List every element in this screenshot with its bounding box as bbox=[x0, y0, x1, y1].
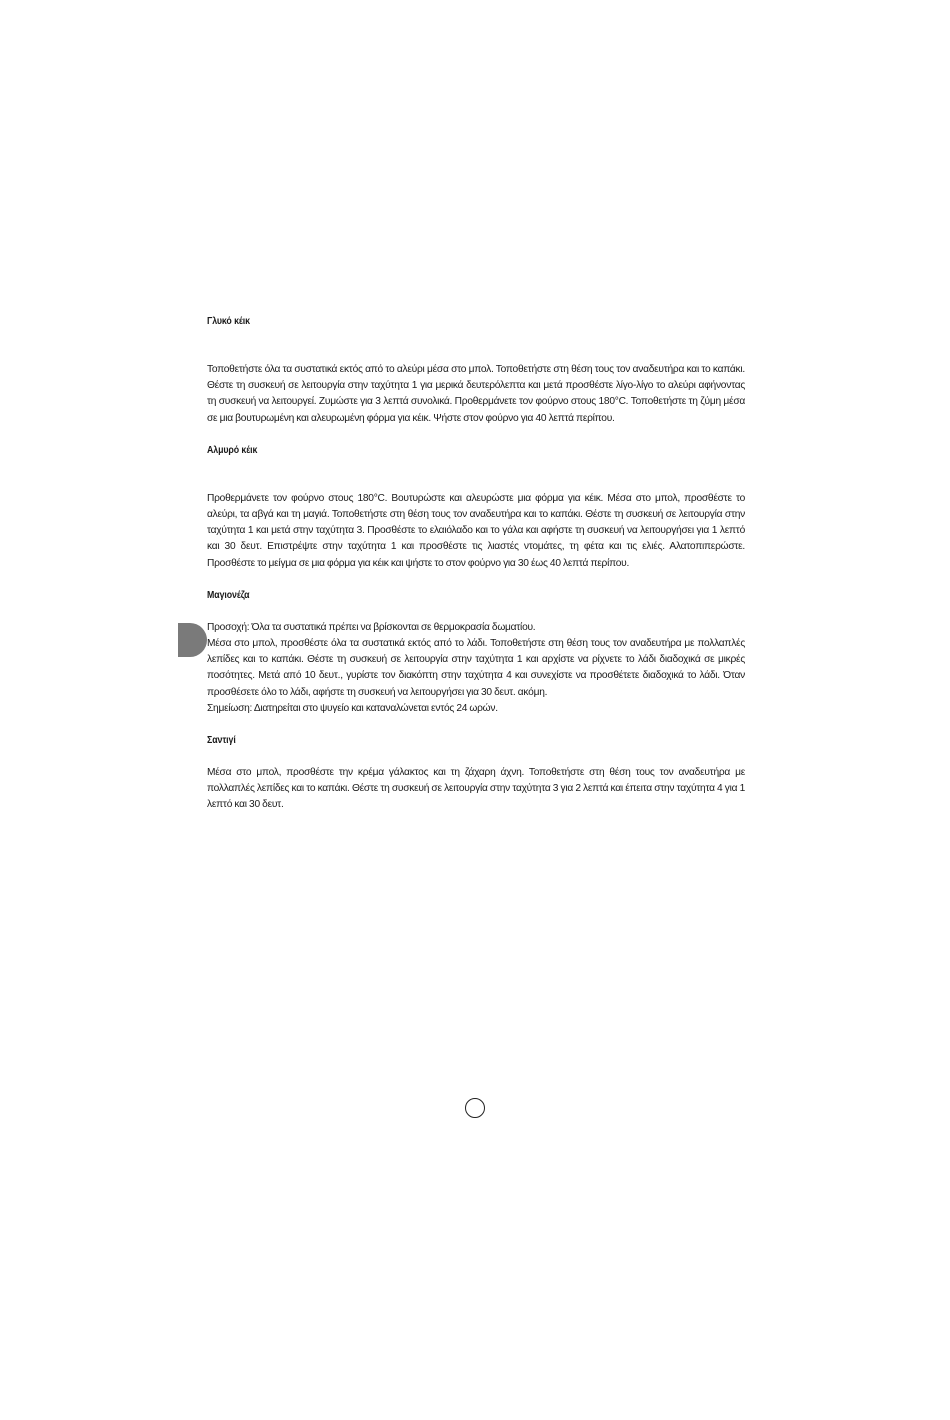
section-title-whipped-cream: Σαντιγί bbox=[207, 735, 236, 747]
section-body-whipped-cream: Μέσα στο μπολ, προσθέστε την κρέμα γάλακτος και τη ζάχαρη άχνη. Τοποθετήστε στη θέση τους τον αναδευτήρα με πολλαπλές λεπίδες και το καπάκι. Θέστε τη συσκευή σε λειτουργία στην ταχύτητα 3 για 2 λεπτά και έπειτα στην ταχύτητα 4 για 1 λεπτό και 30 δευτ. bbox=[207, 767, 745, 811]
section-body-savory-cake: Προθερμάνετε τον φούρνο στους 180°C. Βουτυρώστε και αλευρώστε μια φόρμα για κέικ. Μέσα στο μπολ, προσθέστε το αλεύρι, τα αβγά και τη μαγιά. Τοποθετήστε στη θέση τους τον αναδευτήρα και το καπάκι. Θέστε τη συσκευή σε λειτουργία στην ταχύτητα 1 και μετά στην ταχύτητα 3. Προσθέστε το ελαιόλαδο και το γάλα και αφήστε τη συσκευή να λειτουργήσει για 1 λεπτό και 30 δευτ. Επιστρέψτε στην ταχύτητα 1 και προσθέστε τις λιαστές ντομάτες, τη φέτα και τις ελιές. Αλατοπιπερώστε. Προσθέστε το μείγμα σε μια φόρμα για κέικ και ψήστε το στον φούρνο για 30 έως 40 λεπτά περίπου. bbox=[207, 492, 745, 569]
section-footnote-mayonnaise: Σημείωση: Διατηρείται στο ψυγείο και καταναλώνεται εντός 24 ωρών. bbox=[207, 702, 498, 714]
recipe-content bbox=[207, 314, 745, 814]
section-title-sweet-cake: Γλυκό κέικ bbox=[207, 316, 250, 327]
section-title-savory-cake: Αλμυρό κέικ bbox=[207, 444, 258, 456]
section-body-mayonnaise: Μέσα στο μπολ, προσθέστε όλα τα συστατικά εκτός από το λάδι. Τοποθετήστε στη θέση τους τον αναδευτήρα με πολλαπλές λεπίδες και το καπάκι. Θέστε τη συσκευή σε λειτουργία στην ταχύτητα 1 και αρχίστε να ρίχνετε το λάδι διαδοχικά σε μικρές ποσότητες. Μετά από 10 δευτ., γυρίστε τον διακόπτη στην ταχύτητα 4 και συνεχίστε να προσθέτετε διαδοχικά το λάδι. Όταν προσθέσετε όλο το λάδι, αφήστε τη συσκευή να λειτουργήσει για 30 δευτ. ακόμη. bbox=[207, 638, 745, 698]
section-body-sweet-cake: Τοποθετήστε όλα τα συστατικά εκτός από το αλεύρι μέσα στο μπολ. Τοποθετήστε στη θέση τους τον αναδευτήρα και το καπάκι. Θέστε τη συσκευή σε λειτουργία στην ταχύτητα 1 για μερικά δευτερόλεπτα και μετά προσθέστε λίγο-λίγο το αλεύρι αφήνοντας τη συσκευή να λειτουργεί. Ζυμώστε για 3 λεπτά συνολικά. Προθερμάνετε τον φούρνο στους 180°C. Τοποθετήστε τη ζύμη μέσα σε μια βουτυρωμένη και αλευρωμένη φόρμα για κέικ. Ψήστε στον φούρνο για 40 λεπτά περίπου. bbox=[207, 364, 745, 424]
section-title-mayonnaise: Μαγιονέζα bbox=[207, 589, 250, 601]
section-note-mayonnaise: Προσοχή: Όλα τα συστατικά πρέπει να βρίσκονται σε θερμοκρασία δωματίου. bbox=[207, 621, 536, 633]
page-number-circle bbox=[465, 1098, 485, 1118]
language-tab-marker bbox=[178, 623, 207, 657]
